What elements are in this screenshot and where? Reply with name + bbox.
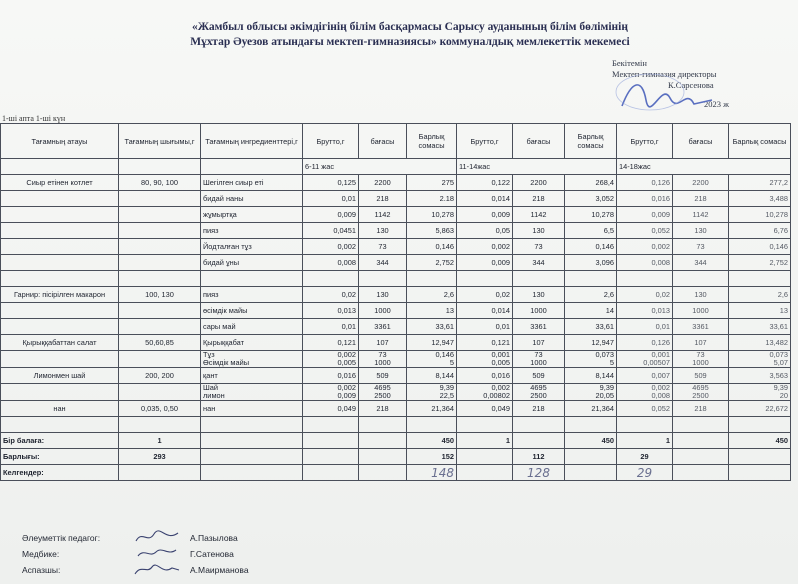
table-row [1,191,791,207]
table-row [1,384,791,401]
table-row [1,223,791,239]
price-value-2: 218 [513,401,565,417]
dish-yield [119,303,201,319]
total-value-1 [407,271,457,287]
dish-yield [119,417,201,433]
total-value-1: 10,278 [407,207,457,223]
col-total-3: Барлық сомасы [729,124,791,159]
gross-value-2: 0,049 [457,401,513,417]
dish-name [1,303,119,319]
dish-name [1,319,119,335]
director-signature-stamp [612,70,732,114]
gross-value-2: 0,002 0,00802 [457,384,513,401]
price-value-1: 218 [359,401,407,417]
table-row [1,351,791,368]
gross-value-1: 0,125 [303,175,359,191]
price-value-2: 344 [513,255,565,271]
header-line-1: «Жамбыл облысы әкімдігінің білім басқармасы Сарысу ауданының білім бөлімінің [192,21,628,33]
dish-name [1,417,119,433]
price-value-2 [513,417,565,433]
col-total-1: Барлық сомасы [407,124,457,159]
gross-value-3: 0,126 [617,175,673,191]
total-value-3: 277,2 [729,175,791,191]
price-value-1: 73 1000 [359,351,407,368]
ingredient-name: Йодталған тұз [201,239,303,255]
price-value-3: 2200 [673,175,729,191]
gross-value-3: 0,008 [617,255,673,271]
table-row [1,175,791,191]
total-value-1 [407,417,457,433]
total-value-2: 10,278 [565,207,617,223]
one-child-v1: 1 [119,433,201,449]
gross-value-1: 0,013 [303,303,359,319]
price-value-3: 1142 [673,207,729,223]
dish-name: нан [1,401,119,417]
total-value-1: 275 [407,175,457,191]
total-g1: 152 [407,449,457,465]
price-value-3: 1000 [673,303,729,319]
total-value-2: 0,073 5 [565,351,617,368]
total-value-3: 0,146 [729,239,791,255]
total-value-1: 0,146 [407,239,457,255]
price-value-2: 218 [513,191,565,207]
price-value-3: 130 [673,287,729,303]
dish-yield [119,271,201,287]
ingredient-name: Шай лимон [201,384,303,401]
menu-table [0,123,791,481]
dish-name [1,239,119,255]
total-value-3: 22,672 [729,401,791,417]
price-value-3: 218 [673,191,729,207]
total-value-3: 3,563 [729,368,791,384]
price-value-3: 4695 2500 [673,384,729,401]
ingredient-name: қант [201,368,303,384]
dish-name [1,191,119,207]
gross-value-1: 0,002 0,009 [303,384,359,401]
price-value-3 [673,417,729,433]
gross-value-3: 0,013 [617,303,673,319]
dish-name: Лимонмен шай [1,368,119,384]
gross-value-1: 0,02 [303,287,359,303]
total-value-3: 2,6 [729,287,791,303]
dish-name: Қырыққабаттан салат [1,335,119,351]
table-row [1,319,791,335]
gross-value-2 [457,271,513,287]
one-child-t2: 450 [565,433,617,449]
price-value-3: 73 1000 [673,351,729,368]
gross-value-3: 0,052 [617,223,673,239]
dish-yield [119,239,201,255]
gross-value-2: 0,01 [457,319,513,335]
one-child-t1: 450 [407,433,457,449]
table-header-row [1,124,791,159]
gross-value-1: 0,008 [303,255,359,271]
price-value-2: 2200 [513,175,565,191]
col-gross-2: Брутто,г [457,124,513,159]
ingredient-name: өсімдік майы [201,303,303,319]
footer-name: Г.Сатенова [190,549,234,559]
document-header [150,20,670,50]
arrived-label: Келгендер: [1,465,119,481]
gross-value-1: 0,002 0,005 [303,351,359,368]
price-value-1: 130 [359,287,407,303]
dish-name [1,223,119,239]
gross-value-3: 0,052 [617,401,673,417]
total-value-1: 12,947 [407,335,457,351]
age-group-row [1,159,791,175]
ingredient-name: Тұз Өсімдік майы [201,351,303,368]
gross-value-3: 0,01 [617,319,673,335]
price-value-1: 218 [359,191,407,207]
dish-yield: 0,035, 0,50 [119,401,201,417]
footer-name: А.Маирманова [190,565,249,575]
dish-yield [119,351,201,368]
total-value-3: 33,61 [729,319,791,335]
price-value-3: 509 [673,368,729,384]
ingredient-name: Қырыққабат [201,335,303,351]
col-dish: Тағамның атауы [1,124,119,159]
gross-value-1: 0,0451 [303,223,359,239]
approval-line-4: 2023 ж [704,99,729,109]
gross-value-1: 0,016 [303,368,359,384]
col-price-1: бағасы [359,124,407,159]
total-value-2: 12,947 [565,335,617,351]
footer-row [22,546,249,562]
arrived-row [1,465,791,481]
price-value-3: 344 [673,255,729,271]
gross-value-3: 0,016 [617,191,673,207]
total-value-2 [565,271,617,287]
dish-yield: 50,60,85 [119,335,201,351]
total-row [1,449,791,465]
price-value-2 [513,271,565,287]
table-row [1,417,791,433]
ingredient-name: бидай наны [201,191,303,207]
dish-name [1,351,119,368]
price-value-3: 107 [673,335,729,351]
dish-yield [119,223,201,239]
table-row [1,239,791,255]
total-value-3: 2,752 [729,255,791,271]
gross-value-1: 0,009 [303,207,359,223]
age-group-2: 11-14жас [457,159,617,175]
price-value-3: 218 [673,401,729,417]
table-row [1,368,791,384]
total-value-1: 2.18 [407,191,457,207]
price-value-1: 130 [359,223,407,239]
total-value-3: 0,073 5,07 [729,351,791,368]
total-value-2: 3,052 [565,191,617,207]
ingredient-name: сары май [201,319,303,335]
dish-yield: 100, 130 [119,287,201,303]
gross-value-3 [617,271,673,287]
gross-value-1: 0,049 [303,401,359,417]
price-value-2: 73 [513,239,565,255]
gross-value-2: 0,009 [457,207,513,223]
total-value-2: 14 [565,303,617,319]
total-value-2: 3,096 [565,255,617,271]
gross-value-2: 0,122 [457,175,513,191]
dish-yield [119,191,201,207]
total-value-2: 9,39 20,05 [565,384,617,401]
total-value-3: 6,76 [729,223,791,239]
price-value-2: 73 1000 [513,351,565,368]
handwritten-signature [132,546,182,560]
total-value-1: 8,144 [407,368,457,384]
gross-value-2: 0,014 [457,303,513,319]
gross-value-3: 0,02 [617,287,673,303]
price-value-2: 130 [513,223,565,239]
price-value-3: 130 [673,223,729,239]
gross-value-2: 0,014 [457,191,513,207]
ingredient-name: бидай ұны [201,255,303,271]
one-child-t3: 450 [729,433,791,449]
gross-value-2: 0,016 [457,368,513,384]
gross-value-2: 0,002 [457,239,513,255]
dish-name [1,207,119,223]
total-value-1: 2,752 [407,255,457,271]
total-value-3 [729,417,791,433]
dish-yield: 80, 90, 100 [119,175,201,191]
gross-value-1: 0,01 [303,319,359,335]
col-gross-1: Брутто,г [303,124,359,159]
menu-table-body [1,175,791,433]
ingredient-name: нан [201,401,303,417]
signatures-footer [22,530,249,578]
total-value-1: 21,364 [407,401,457,417]
total-value-3: 13,482 [729,335,791,351]
one-child-row [1,433,791,449]
total-g3: 29 [617,449,673,465]
price-value-1: 3361 [359,319,407,335]
price-value-3: 3361 [673,319,729,335]
approval-line-2: Мектеп-гимназия директоры [612,69,717,79]
col-gross-3: Брутто,г [617,124,673,159]
one-child-label: Бір балаға: [1,433,119,449]
price-value-1: 107 [359,335,407,351]
total-value-2: 0,146 [565,239,617,255]
week-day-label: 1-ші апта 1-ші күн [2,114,66,123]
price-value-1: 344 [359,255,407,271]
approval-line-1: Бекітемін [612,58,647,68]
gross-value-2: 0,02 [457,287,513,303]
arrived-g2: 128 [513,465,565,481]
total-value-1: 9,39 22,5 [407,384,457,401]
gross-value-2: 0,121 [457,335,513,351]
one-child-v2: 1 [457,433,513,449]
approval-line-3: К.Сарсенова [668,80,714,90]
price-value-1: 73 [359,239,407,255]
age-group-3: 14-18жас [617,159,791,175]
gross-value-2: 0,001 0,005 [457,351,513,368]
price-value-2: 1000 [513,303,565,319]
table-row [1,303,791,319]
handwritten-signature [132,530,182,544]
total-value-1: 0,146 5 [407,351,457,368]
dish-name: Гарнир: пісірілген макарон [1,287,119,303]
table-row [1,255,791,271]
total-value-2: 21,364 [565,401,617,417]
price-value-1: 1142 [359,207,407,223]
ingredient-name: жұмыртқа [201,207,303,223]
total-value-2 [565,417,617,433]
total-value-2: 8,144 [565,368,617,384]
gross-value-3: 0,002 [617,239,673,255]
table-row [1,271,791,287]
gross-value-3: 0,009 [617,207,673,223]
total-value-2: 2,6 [565,287,617,303]
table-row [1,335,791,351]
gross-value-1 [303,271,359,287]
one-child-v3: 1 [617,433,673,449]
col-price-3: бағасы [673,124,729,159]
total-value-1: 5,863 [407,223,457,239]
table-row [1,207,791,223]
price-value-3 [673,271,729,287]
price-value-1 [359,417,407,433]
dish-name [1,255,119,271]
ingredient-name [201,417,303,433]
price-value-1: 509 [359,368,407,384]
ingredient-name: пияз [201,287,303,303]
footer-role: Әлеуметтік педагог: [22,533,101,543]
footer-row [22,530,249,546]
price-value-2: 3361 [513,319,565,335]
price-value-2: 509 [513,368,565,384]
total-value-3: 9,39 20 [729,384,791,401]
ingredient-name [201,271,303,287]
total-g2: 112 [513,449,565,465]
col-price-2: бағасы [513,124,565,159]
header-line-2: Мұхтар Әуезов атындағы мектеп-гимназиясы» коммуналдық мемлекеттік мекемесі [190,36,630,48]
price-value-2: 107 [513,335,565,351]
total-value-3: 13 [729,303,791,319]
dish-yield [119,319,201,335]
gross-value-1: 0,01 [303,191,359,207]
total-value-1: 2,6 [407,287,457,303]
gross-value-2: 0,009 [457,255,513,271]
dish-name [1,271,119,287]
dish-yield [119,207,201,223]
gross-value-1: 0,121 [303,335,359,351]
gross-value-1: 0,002 [303,239,359,255]
footer-name: А.Пазылова [190,533,238,543]
footer-row [22,562,249,578]
total-label: Барлығы: [1,449,119,465]
price-value-2: 1142 [513,207,565,223]
dish-name [1,384,119,401]
gross-value-1 [303,417,359,433]
col-ingredients: Тағамның ингредиенттері,г [201,124,303,159]
dish-yield [119,255,201,271]
age-group-1: 6-11 жас [303,159,457,175]
price-value-1: 1000 [359,303,407,319]
col-total-2: Барлық сомасы [565,124,617,159]
total-value-2: 33,61 [565,319,617,335]
total-value-1: 33,61 [407,319,457,335]
total-value-1: 13 [407,303,457,319]
table-row [1,287,791,303]
gross-value-3: 0,001 0,00507 [617,351,673,368]
table-row [1,401,791,417]
price-value-1: 4695 2500 [359,384,407,401]
ingredient-name: Шегілген сиыр еті [201,175,303,191]
total-count: 293 [119,449,201,465]
footer-role: Аспазшы: [22,565,61,575]
dish-name: Сиыр етінен котлет [1,175,119,191]
footer-role: Медбике: [22,549,60,559]
arrived-g1: 148 [407,465,457,481]
gross-value-3: 0,126 [617,335,673,351]
col-yield: Тағамның шығымы,г [119,124,201,159]
price-value-2: 130 [513,287,565,303]
price-value-1 [359,271,407,287]
price-value-3: 73 [673,239,729,255]
total-value-3 [729,271,791,287]
total-value-2: 268,4 [565,175,617,191]
dish-yield: 200, 200 [119,368,201,384]
price-value-1: 2200 [359,175,407,191]
dish-yield [119,384,201,401]
total-value-2: 6,5 [565,223,617,239]
gross-value-3: 0,007 [617,368,673,384]
gross-value-3 [617,417,673,433]
arrived-g3: 29 [617,465,673,481]
handwritten-signature [132,562,182,576]
ingredient-name: пияз [201,223,303,239]
gross-value-2: 0,05 [457,223,513,239]
total-value-3: 3,488 [729,191,791,207]
gross-value-3: 0,002 0,008 [617,384,673,401]
price-value-2: 4695 2500 [513,384,565,401]
gross-value-2 [457,417,513,433]
total-value-3: 10,278 [729,207,791,223]
